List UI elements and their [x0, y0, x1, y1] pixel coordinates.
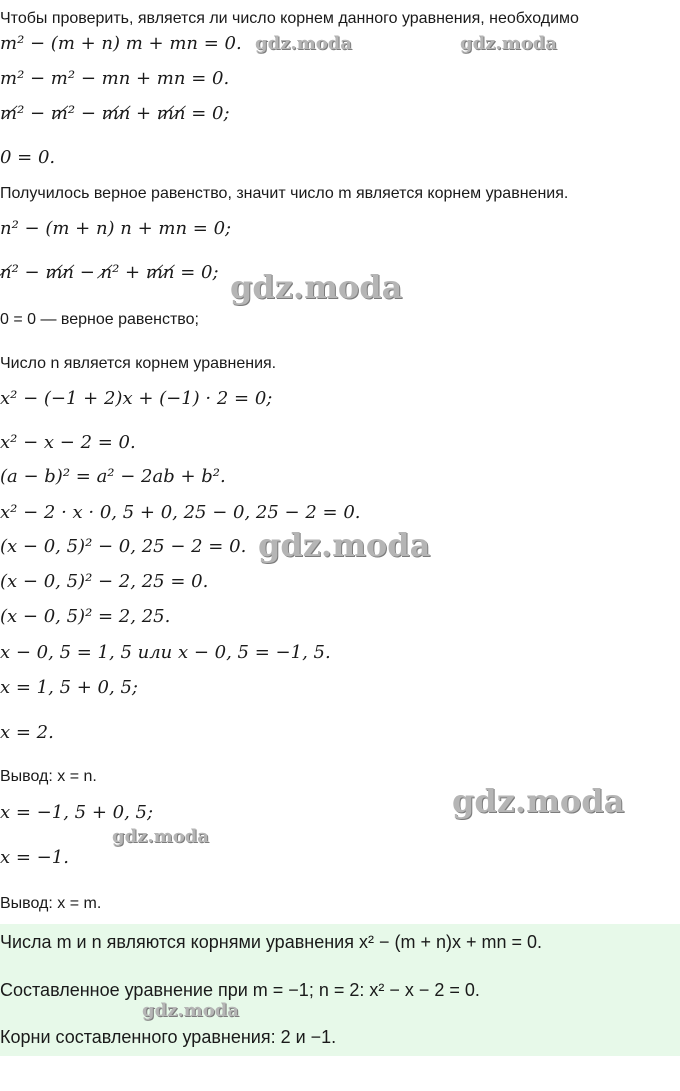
equation-line: x = −1, 5 + 0, 5; [0, 802, 154, 823]
equation-line: (a − b)² = a² − 2ab + b². [0, 466, 226, 487]
watermark: gdz.moda [452, 782, 625, 820]
watermark: gdz.moda [258, 526, 431, 564]
equation-line: (x − 0, 5)² − 2, 25 = 0. [0, 571, 209, 592]
text-line: 0 = 0 — верное равенство; [0, 311, 199, 328]
equation-line: n² − (m + n) n + mn = 0; [0, 218, 232, 239]
equation-line: 0 = 0. [0, 147, 56, 168]
text-line: Вывод: x = m. [0, 895, 102, 912]
highlight-line: Составленное уравнение при m = −1; n = 2: x² − x − 2 = 0. [0, 980, 480, 1000]
watermark: gdz.moda [230, 268, 403, 306]
text-line: Чтобы проверить, является ли число корнем данного уравнения, необходимо [0, 10, 579, 27]
equation-line: x = −1. [0, 847, 69, 868]
watermark: gdz.moda [142, 1000, 239, 1021]
equation-line: x = 1, 5 + 0, 5; [0, 677, 138, 698]
equation-line: (x − 0, 5)² = 2, 25. [0, 606, 171, 627]
equation-line: n̸² − m̸n̸ − n̸² + m̸n̸ = 0; [0, 262, 219, 283]
text-line: Число n является корнем уравнения. [0, 355, 277, 372]
highlight-line: Числа m и n являются корнями уравнения x² − (m + n)x + mn = 0. [0, 932, 543, 952]
equation-line: x − 0, 5 = 1, 5 или x − 0, 5 = −1, 5. [0, 642, 331, 663]
highlight-line: Корни составленного уравнения: 2 и −1. [0, 1027, 337, 1047]
text-line: Вывод: x = n. [0, 768, 97, 785]
watermark: gdz.moda [255, 33, 352, 54]
equation-line: (x − 0, 5)² − 0, 25 − 2 = 0. [0, 536, 247, 557]
watermark: gdz.moda [460, 33, 557, 54]
equation-line: m̸² − m̸² − m̸n̸ + m̸n̸ = 0; [0, 103, 230, 124]
equation-line: x² − x − 2 = 0. [0, 432, 136, 453]
equation-line: x = 2. [0, 722, 54, 743]
equation-line: x² − (−1 + 2)x + (−1) · 2 = 0; [0, 388, 273, 409]
text-line: Получилось верное равенство, значит число m является корнем уравнения. [0, 185, 569, 202]
equation-line: m² − m² − mn + mn = 0. [0, 68, 230, 89]
equation-line: m² − (m + n) m + mn = 0. [0, 33, 242, 54]
watermark: gdz.moda [112, 826, 209, 847]
equation-line: x² − 2 · x · 0, 5 + 0, 25 − 0, 25 − 2 = 0. [0, 502, 361, 523]
